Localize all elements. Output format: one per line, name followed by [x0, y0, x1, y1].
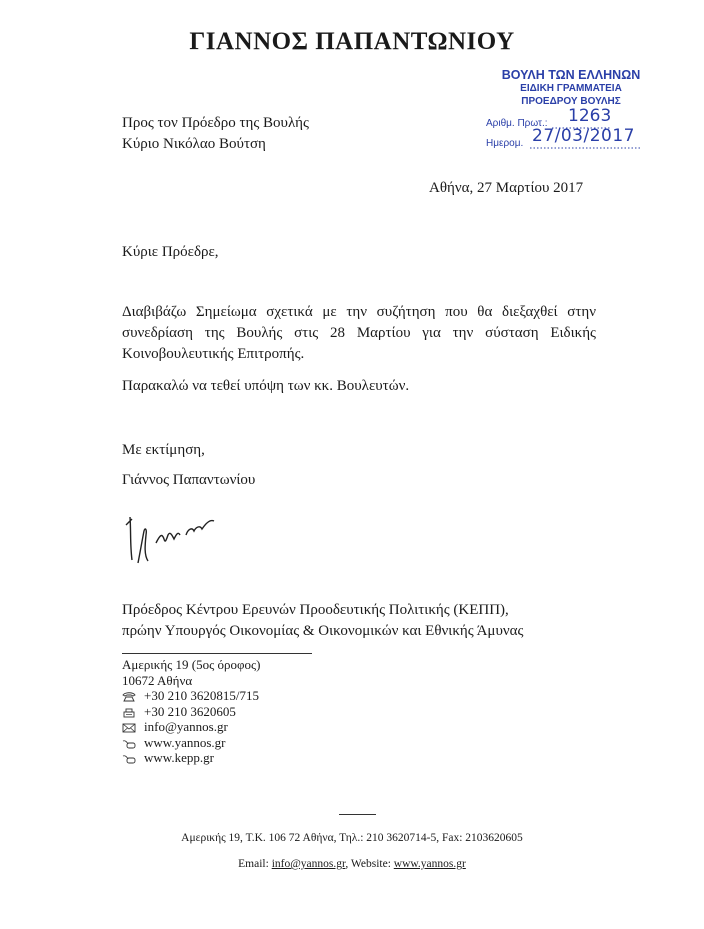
stamp-line-2: ΕΙΔΙΚΗ ΓΡΑΜΜΑΤΕΙΑ: [520, 83, 622, 94]
stamp-date-dotted-line: [530, 146, 640, 150]
footer-address: Αμερικής 19, Τ.Κ. 106 72 Αθήνα, Τηλ.: 210 3620714-5, Fax: 2103620605: [181, 832, 523, 844]
signer-name: Γιάννος Παπαντωνίου: [122, 472, 256, 488]
recipient-line-1: Προς τον Πρόεδρο της Βουλής: [122, 115, 309, 131]
phone-icon: [122, 692, 136, 702]
stamp-line-3: ΠΡΟΕΔΡΟΥ ΒΟΥΛΗΣ: [521, 96, 621, 107]
stamp-protocol-number: 1263: [568, 106, 612, 126]
contact-web1-row: [122, 735, 261, 751]
footer-email-link[interactable]: info@yannos.gr: [271, 858, 346, 870]
stamp-protocol-label: Αριθμ. Πρωτ.:: [486, 118, 548, 129]
contact-website-1[interactable]: www.yannos.gr: [144, 734, 226, 750]
parliament-stamp: [486, 68, 656, 149]
stamp-date-value: 27/03/2017: [532, 126, 635, 146]
contact-fax-row: [122, 704, 261, 720]
contact-web2-row: [122, 750, 261, 766]
handwritten-signature: [118, 505, 228, 575]
stamp-date-label: Ημερομ.: [486, 138, 524, 149]
contact-phone: +30 210 3620815/715: [144, 688, 259, 703]
body-paragraph-1: Διαβιβάζω Σημείωμα σχετικά με την συζήτηση που θα διεξαχθεί στην συνεδρίαση της Βουλής στις 28 Μαρτίου για την σύσταση Ειδικής Κοινοβουλευτικής Επιτροπής.: [122, 304, 596, 362]
contact-address-2: 10672 Αθήνα: [122, 672, 193, 688]
stamp-line-1: ΒΟΥΛΗ ΤΩΝ ΕΛΛΗΝΩΝ: [501, 68, 641, 82]
contact-website-2[interactable]: www.kepp.gr: [144, 750, 214, 765]
footer-website-label: , Website:: [345, 858, 391, 870]
contact-divider: [122, 653, 312, 654]
contact-address-1: Αμερικής 19 (5ος όροφος): [122, 657, 261, 672]
footer-contact-line: [0, 858, 704, 870]
contact-phone-row: [122, 688, 261, 704]
fax-icon: [122, 708, 136, 718]
letterhead-name: ΓΙΑΝΝΟΣ ΠΑΠΑΝΤΩΝΙΟΥ: [189, 28, 515, 55]
recipient-line-2: Κύριο Νικόλαο Βούτση: [122, 136, 266, 152]
letter-date: Αθήνα, 27 Μαρτίου 2017: [429, 180, 584, 196]
salutation: Κύριε Πρόεδρε,: [122, 244, 219, 260]
contact-fax: +30 210 3620605: [144, 703, 236, 719]
footer-divider: [339, 814, 376, 815]
envelope-icon: [122, 723, 136, 733]
contact-email[interactable]: info@yannos.gr: [144, 719, 228, 734]
contact-email-row: [122, 719, 261, 735]
footer-website-link[interactable]: www.yannos.gr: [393, 858, 466, 870]
contact-block: [122, 657, 261, 766]
closing-regards: Με εκτίμηση,: [122, 442, 205, 458]
footer-email-label: Email:: [238, 858, 269, 870]
mouse-icon: [122, 754, 136, 764]
signer-title-line-2: πρώην Υπουργός Οικονομίας & Οικονομικών και Εθνικής Άμυνας: [122, 623, 524, 639]
signer-title-line-1: Πρόεδρος Κέντρου Ερευνών Προοδευτικής Πολιτικής (ΚΕΠΠ),: [122, 602, 509, 618]
body-paragraph-2: Παρακαλώ να τεθεί υπόψη των κκ. Βουλευτών.: [122, 378, 410, 394]
mouse-icon: [122, 739, 136, 749]
